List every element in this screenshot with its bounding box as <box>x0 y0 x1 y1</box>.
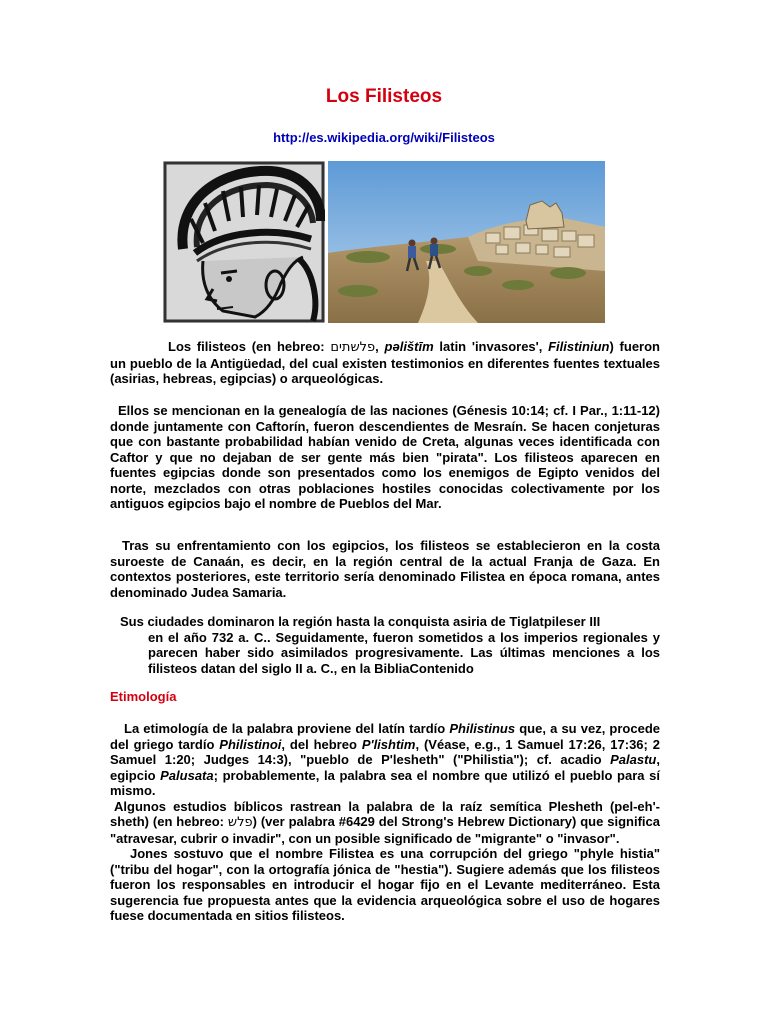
p1-text-d: ) fueron un pueblo de la Antigüedad, del cual existen testimonios en diferentes fuentes textuales (asirias, hebreas, egipcias) o arqueológicas. <box>110 339 660 386</box>
p4-first-line: Sus ciudades dominaron la región hasta la conquista asiria de Tiglatpileser III <box>120 614 601 629</box>
philistine-relief-image <box>163 161 325 323</box>
paragraph-intro <box>110 339 660 387</box>
word-philistinus: Philistinus <box>449 721 516 736</box>
page-title: Los Filisteos <box>325 86 443 107</box>
section-heading-etimologia: Etimología <box>110 689 177 704</box>
ruins-landscape-photo <box>328 161 605 323</box>
p2-text: Ellos se mencionan en la genealogía de las naciones (Génesis 10:14; cf. I Par., 1:11-12) donde juntamente con Caftorín, fueron descendientes de Mesraín. Se hacen conjeturas que con bastante probabilidad habían venido de Creta, algunas veces identificada con Caftor y que no dejaban de ser gente más bien "pirata". Los filisteos aparecen en fuentes egipcias donde son presentados como los enemigos de Egipto venidos del norte, mezclados con otras poblaciones hostiles conocidas colectivamente por los antiguos egipcios bajo el nombre de Pueblos del Mar. <box>110 403 660 511</box>
hebrew-root: פלש <box>227 815 253 830</box>
p5-text-e: , egipcio <box>110 752 660 783</box>
paragraph-cities <box>120 614 660 676</box>
latin-word: Filistiniun <box>548 339 610 354</box>
paragraph-etymology <box>110 721 660 924</box>
hebrew-word: פלשתים <box>330 340 376 355</box>
p7-text: Jones sostuvo que el nombre Filistea es una corrupción del griego "phyle histia" ("tribu del hogar", con la ortografía jónica de "hestia"). Sugiere además que los filisteos fueron los responsables en introducir el hogar fijo en el Levante mediterráneo. Esta sugerencia fue propuesta antes que la evidencia arqueológica sobre el uso de hogares fuese documentada en sitios filisteos. <box>110 846 660 923</box>
p5-text-f: ; probablemente, la palabra sea el nombre que utilizó el pueblo para sí mismo. <box>110 767 660 798</box>
word-philistinoi: Philistinoi <box>219 736 282 752</box>
paragraph-settlement <box>110 538 660 600</box>
philistine-relief-drawing <box>163 161 325 323</box>
p1-text-a: Los filisteos (en hebreo: <box>168 339 331 354</box>
transliteration: pəlištīm <box>384 339 434 354</box>
p4-rest: en el año 732 a. C.. Seguidamente, fueron sometidos a los imperios regionales y parecen haber sido asimilados progresivamente. Las últimas menciones a los filisteos datan del siglo II a. C., en la BibliaContenido <box>148 629 660 676</box>
p5-text-a: La etimología de la palabra proviene del latín tardío <box>124 721 450 736</box>
word-palastu: Palastu <box>610 752 657 767</box>
p3-text: Tras su enfrentamiento con los egipcios, los filisteos se establecieron en la costa suroeste de Canaán, es decir, en la región central de la actual Franja de Gaza. En contextos posteriores, este territorio sería denominado Filistea en época romana, antes denominado Judea Samaria. <box>110 538 660 600</box>
p5-text-d: , (Véase, e.g., 1 Samuel 17:26, 17:36; 2 Samuel 1:20; Judges 14:3), "pueblo de P'lesheth" ("Philistia"); cf. acadio <box>110 736 660 767</box>
p5-text-b: que, a su vez, procede del griego tardío <box>110 721 661 752</box>
p6-text-a: Algunos estudios bíblicos rastrean la palabra de la raíz semítica Plesheth (pel-eh'-sheth) (en hebreo: <box>110 798 660 829</box>
p1-text-b: , <box>375 339 385 354</box>
p5-text-c: , del hebreo <box>281 736 362 752</box>
p6-text-b: ) (ver palabra #6429 del Strong's Hebrew Dictionary) que significa "atravesar, cubrir o invadir", con un posible significado de "migrante" o "invasor". <box>110 814 660 846</box>
word-palusata: Palusata <box>160 767 214 783</box>
word-plishtim: P'lishtim <box>361 736 416 752</box>
p1-text-c: latin 'invasores', <box>433 339 549 354</box>
source-link[interactable]: http://es.wikipedia.org/wiki/Filisteos <box>273 130 495 145</box>
landscape-drawing <box>328 161 605 323</box>
paragraph-genealogy <box>110 403 660 512</box>
